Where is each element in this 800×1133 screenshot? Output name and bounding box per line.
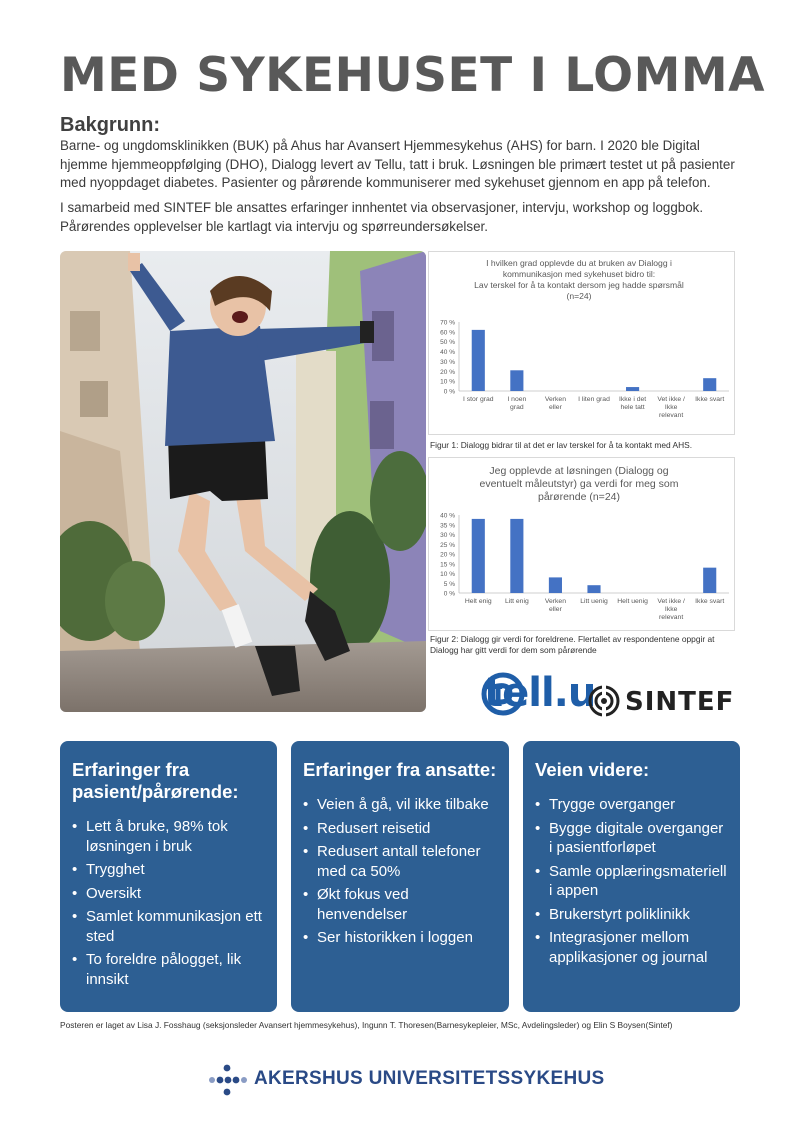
chart-2-svg — [429, 458, 736, 632]
x-tick-label: hele tatt — [620, 404, 645, 411]
list-item: • Trygghet — [72, 860, 265, 880]
x-tick-label: Helt uenig — [617, 598, 648, 605]
x-tick-label: Vet ikke / — [657, 598, 685, 605]
figure-1-caption: Figur 1: Dialogg bidrar til at det er lav terskel for å ta kontakt med AHS. — [430, 440, 693, 450]
sintef-logo-text: SINTEF — [625, 687, 735, 717]
chart-title-line: kommunikasjon med sykehuset bidro til: — [502, 269, 656, 279]
box-heading: Erfaringer fra pasient/pårørende: — [72, 759, 239, 802]
list-item: • Veien å gå, vil ikke tilbake — [303, 795, 497, 815]
x-tick-label: Helt enig — [464, 598, 492, 605]
y-tick-label: 10 % — [440, 571, 455, 578]
y-tick-label: 10 % — [440, 378, 455, 386]
list-item: • Ser historikken i loggen — [303, 928, 497, 948]
box-list — [72, 817, 265, 989]
y-tick-label: 30 % — [440, 358, 455, 366]
bar — [549, 577, 562, 593]
y-tick-label: 70 % — [440, 319, 455, 327]
list-item: • Lett å bruke, 98% tok løsningen i bruk — [72, 817, 265, 856]
bar — [703, 378, 716, 391]
tellu-logo-text: tell.u — [484, 670, 596, 716]
x-tick-label: relevant — [659, 412, 684, 419]
list-item: • Samle opplæringsmateriell i appen — [535, 862, 728, 901]
x-tick-label: I stor grad — [462, 396, 494, 403]
box-heading: Veien videre: — [535, 759, 650, 780]
bar — [626, 387, 639, 391]
list-item: • Bygge digitale overganger i pasientforløpet — [535, 819, 728, 858]
x-tick-label: Ikke — [664, 404, 678, 411]
x-tick-label: Ikke svart — [695, 598, 725, 605]
ahus-logo-icon — [208, 1064, 248, 1098]
box-heading: Erfaringer fra ansatte: — [303, 759, 497, 780]
x-tick-label: grad — [510, 404, 524, 411]
box-list — [535, 795, 728, 967]
background-paragraph-2: I samarbeid med SINTEF ble ansattes erfaringer innhentet via observasjoner, intervju, workshop og loggbok. Pårørendes opplevelser ble kartlagt via intervju og spørreundersøkelser. — [60, 200, 704, 234]
ahus-logo-text: AKERSHUS UNIVERSITETSSYKEHUS — [254, 1068, 605, 1089]
x-tick-label: relevant — [659, 614, 684, 621]
list-item: • Redusert reisetid — [303, 819, 497, 839]
background-paragraph-1: Barne- og ungdomsklinikken (BUK) på Ahus har Avansert Hjemmesykehus (AHS) for barn. I 2020 ble Digital hjemme hjemmeoppfølging (DHO), Dialogg levert av Tellu, tatt i bruk. Løsningen ble primært testet ut på pasienter med nyoppdaget diabetes. Pasienter og pårørende kommuniserer med sykehuset gjennom en app på telefon. — [60, 138, 735, 190]
background-heading: Bakgrunn: — [60, 114, 160, 136]
box-staff-experiences — [291, 741, 509, 1012]
y-tick-label: 20 % — [440, 551, 455, 559]
y-tick-label: 15 % — [440, 561, 455, 569]
sintef-logo-icon — [588, 685, 620, 717]
chart-title-line: eventuelt måleutstyr) ga verdi for meg som — [479, 478, 679, 490]
bar — [510, 519, 523, 593]
chart-title-line: I hvilken grad opplevde du at bruken av Dialogg i — [486, 258, 672, 268]
chart-title-line: pårørende (n=24) — [537, 491, 621, 503]
x-tick-label: Vet ikke / — [657, 396, 685, 403]
list-item: • Trygge overganger — [535, 795, 728, 815]
chart-2 — [428, 457, 735, 631]
x-tick-label: Ikke svart — [695, 396, 725, 403]
list-item: • To foreldre pålogget, lik innsikt — [72, 950, 265, 989]
list-item: • Brukerstyrt poliklinikk — [535, 905, 728, 925]
x-tick-label: Verken — [544, 396, 567, 403]
x-tick-label: Litt uenig — [580, 598, 608, 605]
bar — [703, 568, 716, 593]
list-item: • Samlet kommunikasjon ett sted — [72, 907, 265, 946]
y-tick-label: 20 % — [440, 368, 455, 376]
chart-title-line: Jeg opplevde at løsningen (Dialogg og — [489, 465, 669, 477]
y-tick-label: 40 % — [440, 512, 455, 520]
figure-2-caption: Figur 2: Dialogg gir verdi for foreldrene. Flertallet av respondentene oppgir at Dialogg har gitt verdi for dem som pårørende — [430, 634, 715, 655]
bar — [472, 519, 485, 593]
bar — [587, 585, 600, 593]
y-tick-label: 40 % — [440, 349, 455, 357]
y-tick-label: 50 % — [440, 339, 455, 347]
x-tick-label: I noen — [507, 396, 527, 403]
poster-credits: Posteren er laget av Lisa J. Fosshaug (seksjonsleder Avansert hjemmesykehus), Ingunn T. Thoresen(Barnesykepleier, MSc, Avdelingsleder) og Elin S Boysen(Sintef) — [60, 1020, 673, 1030]
y-tick-label: 0 % — [443, 590, 455, 598]
y-tick-label: 0 % — [443, 388, 455, 396]
x-tick-label: Ikke — [664, 606, 678, 613]
bar — [510, 370, 523, 391]
box-way-forward — [523, 741, 740, 1012]
y-tick-label: 60 % — [440, 329, 455, 337]
y-tick-label: 5 % — [443, 580, 455, 588]
y-tick-label: 25 % — [440, 541, 455, 549]
bar — [472, 330, 485, 391]
y-tick-label: 30 % — [440, 532, 455, 539]
x-tick-label: eller — [549, 606, 562, 613]
x-tick-label: eller — [549, 404, 562, 411]
chart-1 — [428, 251, 735, 435]
x-tick-label: I liten grad — [578, 396, 610, 403]
chart-title-line: (n=24) — [566, 291, 592, 301]
x-tick-label: Ikke i det — [618, 396, 647, 403]
chart-title-line: Lav terskel for å ta kontakt dersom jeg hadde spørsmål — [474, 280, 684, 290]
box-list — [303, 795, 497, 948]
y-tick-label: 35 % — [440, 522, 455, 530]
list-item: • Integrasjoner mellom applikasjoner og journal — [535, 928, 728, 967]
jumping-girl-photo — [60, 251, 426, 712]
list-item: • Økt fokus ved henvendelser — [303, 885, 497, 924]
poster-title: MED SYKEHUSET I LOMMA — [60, 48, 766, 103]
chart-1-svg — [429, 252, 736, 436]
box-patient-experiences — [60, 741, 277, 1012]
list-item: • Redusert antall telefoner med ca 50% — [303, 842, 497, 881]
x-tick-label: Litt enig — [504, 598, 529, 605]
x-tick-label: Verken — [544, 598, 567, 605]
list-item: • Oversikt — [72, 884, 265, 904]
